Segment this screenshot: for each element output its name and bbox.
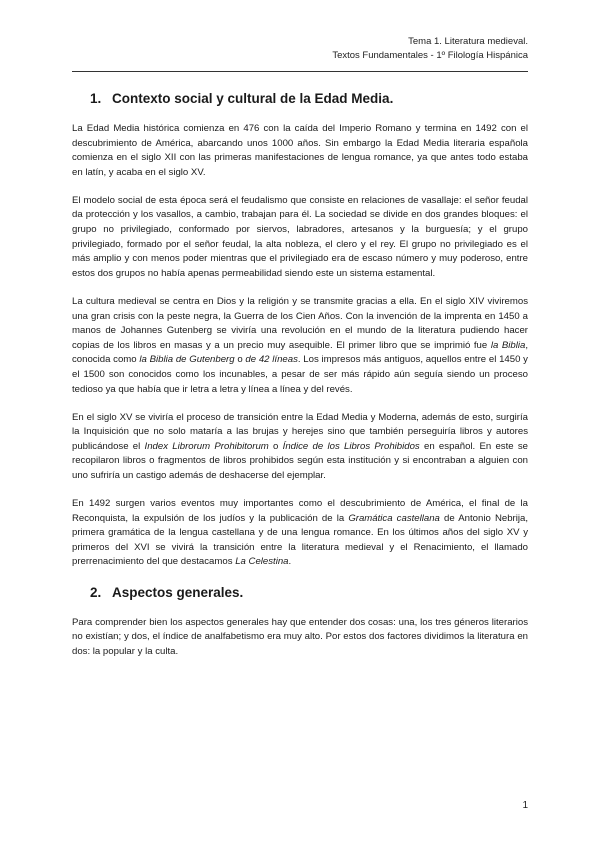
- section-2-number: 2.: [90, 584, 102, 600]
- section-2-title: Aspectos generales.: [112, 584, 244, 600]
- section-1-heading: [90, 90, 528, 108]
- page-content: [72, 90, 528, 673]
- section-1-paragraph-3: La cultura medieval se centra en Dios y la religión y se transmite gracias a ella. En el siglo XIV viviremos una gran crisis con la peste negra, la Guerra de los Cien Años. Con la invención de la imprenta en 1450 a manos de Johannes Gutenberg se viviría una revolución en el mundo de la literatura pudiendo hacer copias de los libros en masas y a un precio muy asequible. El primer libro que se imprimió fue la Biblia, conocida como la Biblia de Gutenberg o de 42 líneas. Los impresos más antiguos, aquellos entre el 1450 y el 1500 son conocidos como los incunables, a pesar de ser más rápido aún seguía siendo un proceso tedioso ya que había que ir letra a letra y línea a línea y del revés.: [72, 295, 528, 395]
- section-1-paragraph-2: El modelo social de esta época será el feudalismo que consiste en relaciones de vasallaje: el señor feudal da protección y los vasallos, a cambio, trabajan para él. La sociedad se divide en dos grandes bloques: el grupo no privilegiado, conformado por siervos, labradores, artesanos y la burguesía; y el grupo privilegiado, formado por el señor feudal, la alta nobleza, el clero y el rey. El grupo no privilegiado es el más amplio y con menos poder mientras que el privilegiado era de escaso número y muy poderoso, entre estos dos grupos no había apenas permeabilidad siendo este un sistema estamental.: [72, 194, 528, 279]
- header-line-2: Textos Fundamentales - 1º Filología Hispánica: [332, 50, 528, 61]
- section-2-paragraph-1: Para comprender bien los aspectos generales hay que entender dos cosas: una, los tres géneros literarios no existían; y dos, el índice de analfabetismo era muy alto. Por estos dos factores dividimos la literatura en dos: la popular y la culta.: [72, 616, 528, 657]
- section-2-heading: [90, 584, 528, 602]
- section-1-paragraph-4: En el siglo XV se viviría el proceso de transición entre la Edad Media y Moderna, además de esto, surgiría la Inquisición que no solo mataría a las brujas y herejes sino que también perseguiría libros y autores publicándose el Index Librorum Prohibitorum o Índice de los Libros Prohibidos en español. En este se recopilaron libros o fragmentos de libros prohibidos según esta institución y si encontraban a alguien con uno sufriría un castigo además de deshacerse del ejemplar.: [72, 411, 528, 481]
- header-line-1: Tema 1. Literatura medieval.: [408, 36, 528, 47]
- section-1-paragraph-5: En 1492 surgen varios eventos muy importantes como el descubrimiento de América, el final de la Reconquista, la expulsión de los judíos y la publicación de la Gramática castellana de Antonio Nebrija, primera gramática de la lengua castellana y de una lengua romance. En los últimos años del siglo XV y primeros del XVI se vivirá la transición entre la literatura medieval y el Renacimiento, el llamado prerrenacimiento del que destacamos La Celestina.: [72, 498, 528, 568]
- section-1-paragraph-1: La Edad Media histórica comienza en 476 con la caída del Imperio Romano y termina en 1492 con el descubrimiento de América, abarcando unos 1000 años. Sin embargo la Edad Media literaria española comienza en el siglo XII con las primeras manifestaciones de lengua romance, ya que antes todo estaba en latín, y acaba en el siglo XV.: [72, 123, 528, 178]
- page-header: [332, 35, 528, 63]
- section-1-number: 1.: [90, 91, 102, 106]
- page-number: 1: [522, 800, 528, 811]
- header-divider: [72, 71, 528, 72]
- section-1-title: Contexto social y cultural de la Edad Media.: [112, 91, 394, 106]
